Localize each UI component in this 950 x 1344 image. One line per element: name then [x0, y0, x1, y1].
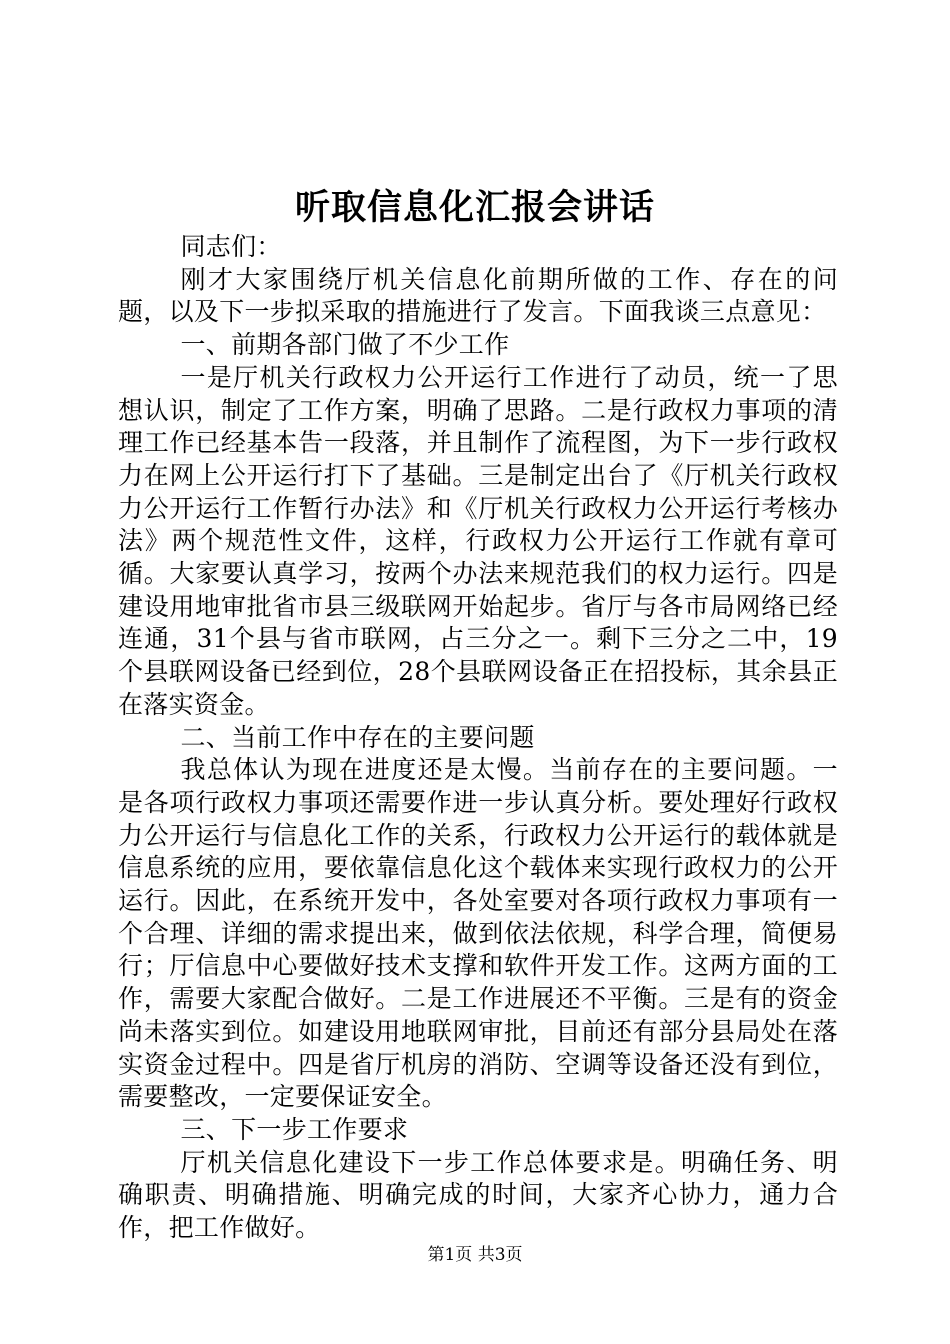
page-footer: 第1页 共3页 [427, 1245, 523, 1265]
document-title: 听取信息化汇报会讲话 [294, 187, 655, 228]
section-heading-2: 二、当前工作中存在的主要问题 [180, 722, 535, 752]
intro-paragraph: 刚才大家围绕厅机关信息化前期所做的工作、存在的问题，以及下一步拟采取的措施进行了发言。下面我谈三点意见： [118, 264, 838, 327]
section-3-paragraph: 厅机关信息化建设下一步工作总体要求是。明确任务、明确职责、明确措施、明确完成的时间，大家齐心协力，通力合作，把工作做好。 [118, 1147, 838, 1243]
section-heading-3: 三、下一步工作要求 [180, 1114, 409, 1144]
section-heading-1: 一、前期各部门做了不少工作 [180, 330, 510, 360]
salutation: 同志们： [180, 232, 282, 261]
section-1-paragraph: 一是厅机关行政权力公开运行工作进行了动员，统一了思想认识，制定了工作方案，明确了思路。二是行政权力事项的清理工作已经基本告一段落，并且制作了流程图，为下一步行政权力在网上公开运行打下了基础。三是制定出台了《厅机关行政权力公开运行工作暂行办法》和《厅机关行政权力公开运行考核办法》两个规范性文件，这样，行政权力公开运行工作就有章可循。大家要认真学习，按两个办法来规范我们的权力运行。四是建设用地审批省市县三级联网开始起步。省厅与各市局网络已经连通，31个县与省市联网，占三分之一。剩下三分之二中，19个县联网设备已经到位，28个县联网设备正在招投标，其余县正在落实资金。 [118, 362, 838, 719]
document-body [118, 231, 838, 1245]
section-2-paragraph: 我总体认为现在进度还是太慢。当前存在的主要问题。一是各项行政权力事项还需要作进一步认真分析。要处理好行政权力公开运行与信息化工作的关系，行政权力公开运行的载体就是信息系统的应用，要依靠信息化这个载体来实现行政权力的公开运行。因此，在系统开发中，各处室要对各项行政权力事项有一个合理、详细的需求提出来，做到依法依规，科学合理，简便易行；厅信息中心要做好技术支撑和软件开发工作。这两方面的工作，需要大家配合做好。二是工作进展还不平衡。三是有的资金尚未落实到位。如建设用地联网审批，目前还有部分县局处在落实资金过程中。四是省厅机房的消防、空调等设备还没有到位，需要整改，一定要保证安全。 [118, 755, 838, 1112]
